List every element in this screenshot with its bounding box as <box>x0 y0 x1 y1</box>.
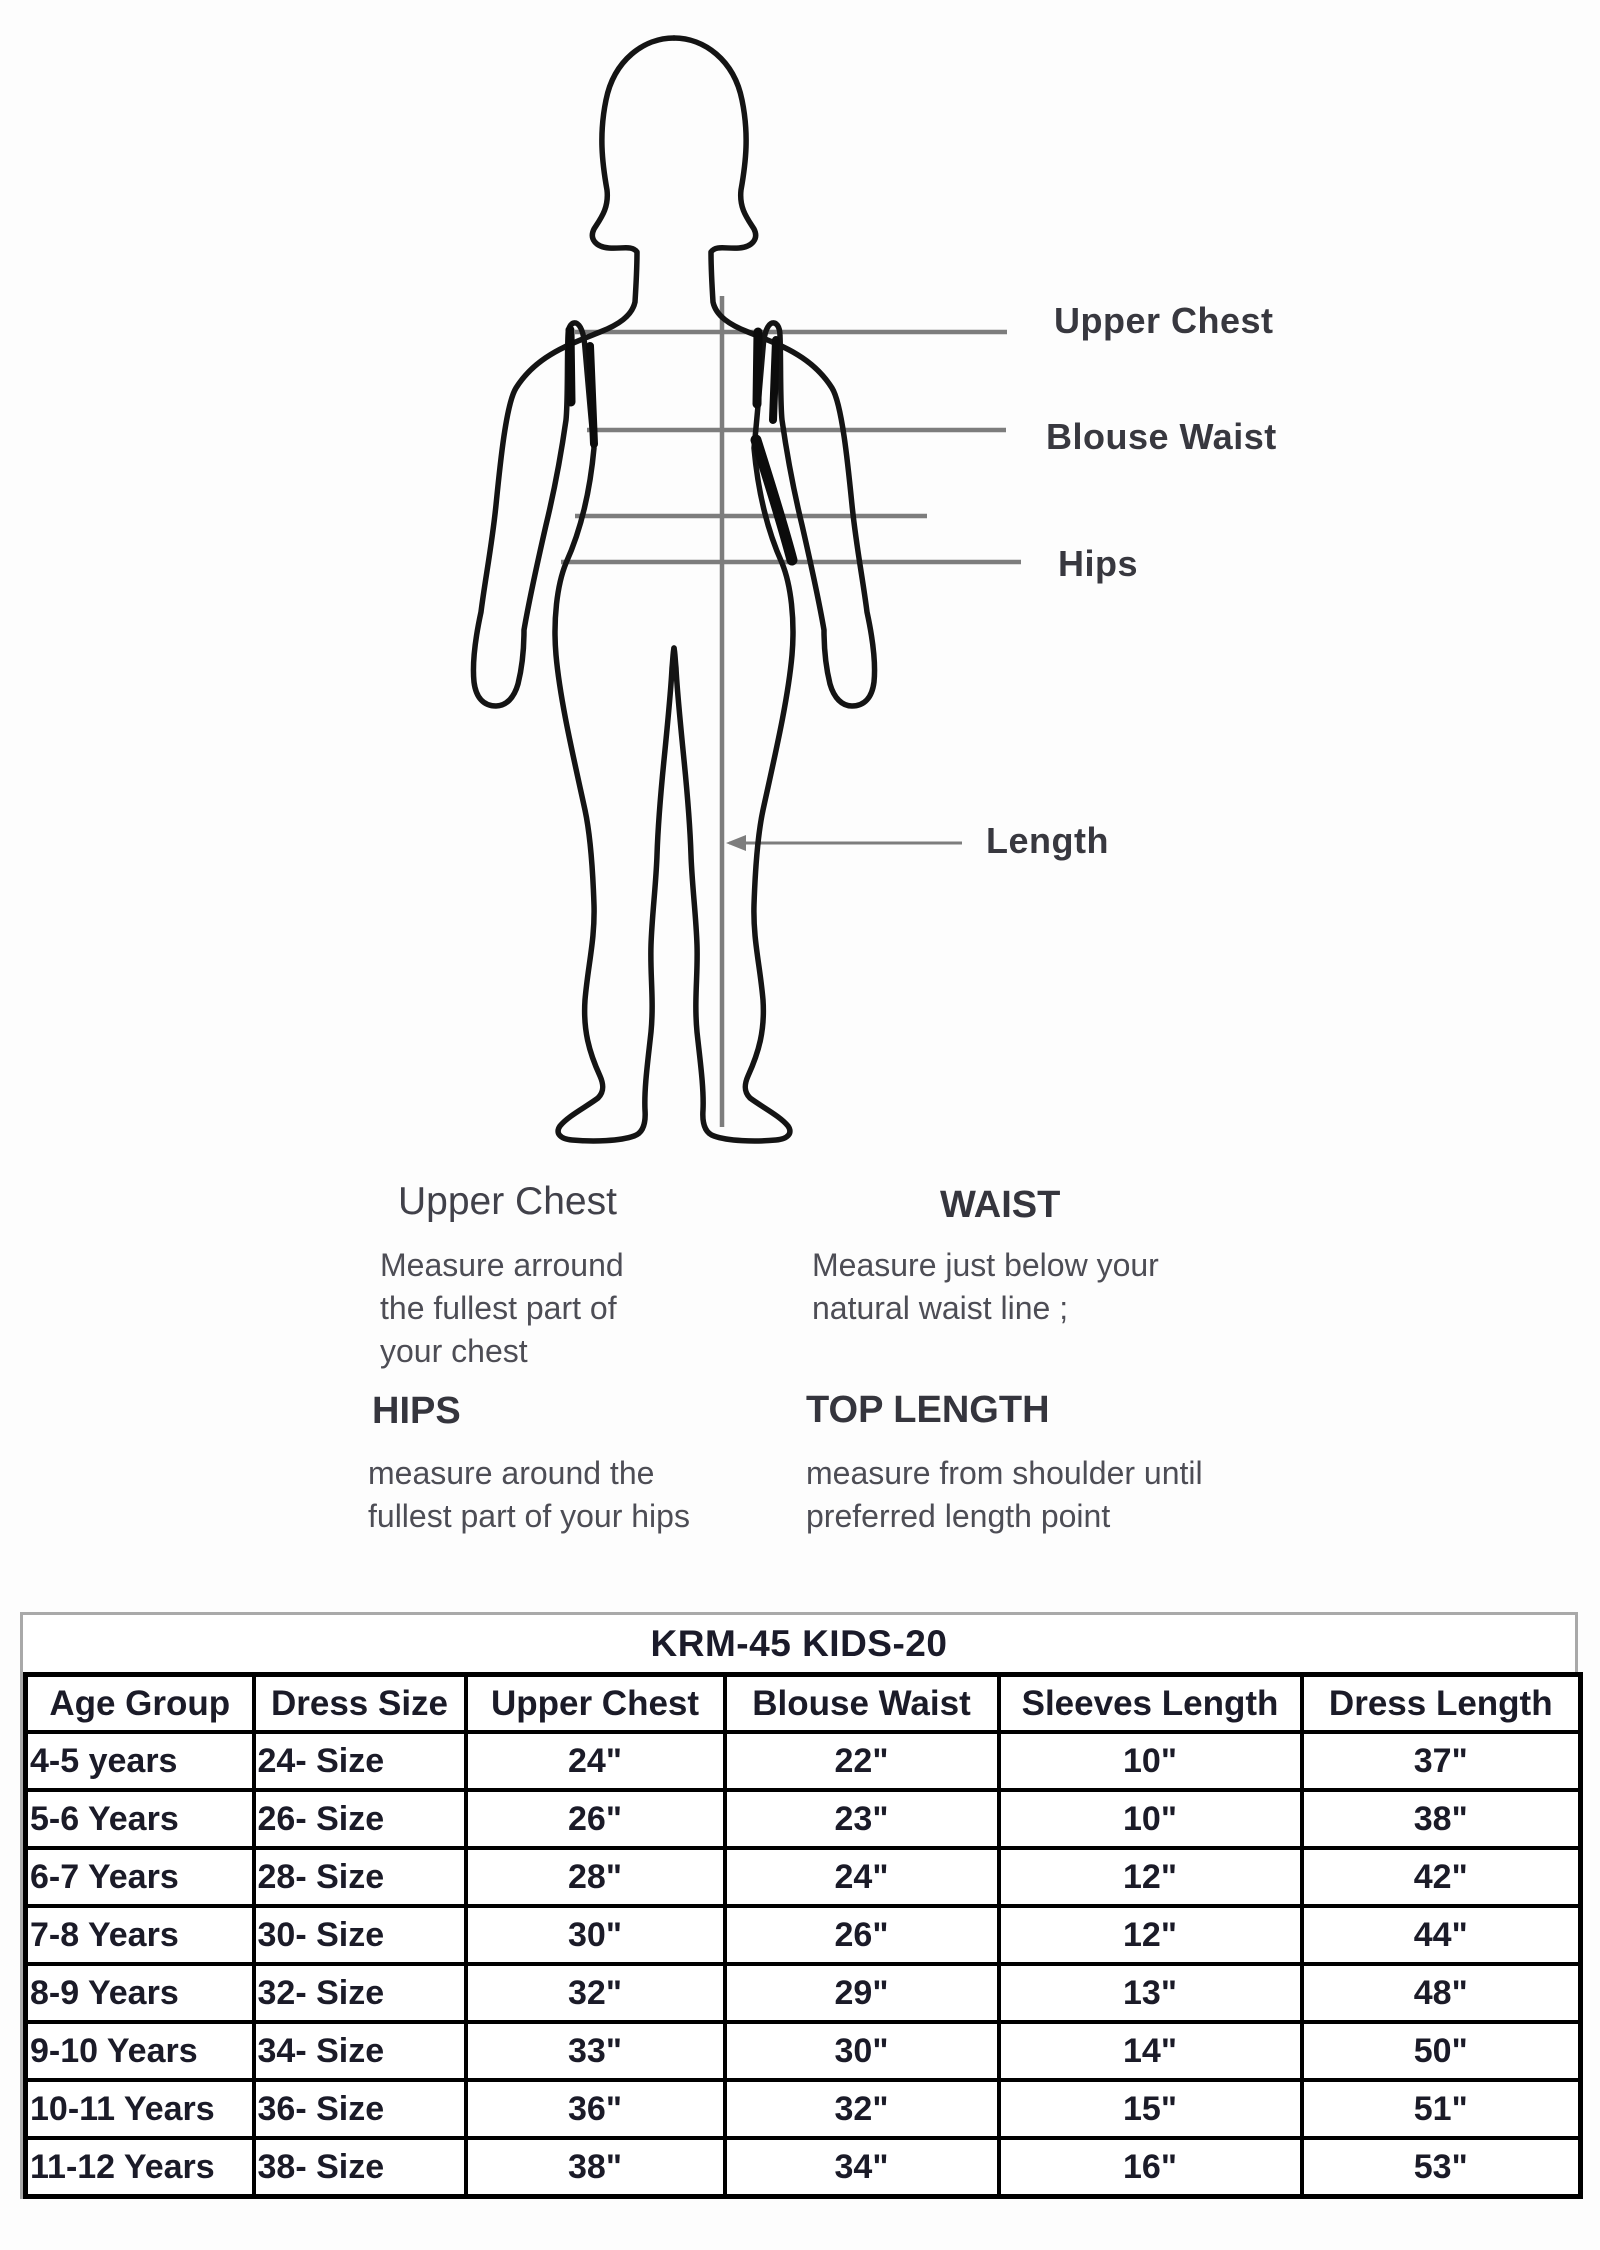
chest-stroke-left-b <box>590 346 594 444</box>
table-cell: 28- Size <box>254 1848 466 1906</box>
size-table-title: KRM-45 KIDS-20 <box>650 1623 948 1664</box>
table-cell: 12" <box>999 1848 1302 1906</box>
table-cell: 53" <box>1302 2138 1581 2197</box>
table-cell: 50" <box>1302 2022 1581 2080</box>
table-cell: 9-10 Years <box>26 2022 254 2080</box>
chest-stroke-right-b <box>773 340 776 420</box>
table-cell: 24" <box>725 1848 999 1906</box>
table-cell: 36- Size <box>254 2080 466 2138</box>
column-header-upper-chest: Upper Chest <box>466 1675 725 1733</box>
table-cell: 15" <box>999 2080 1302 2138</box>
guide-paragraph-hips <box>368 1452 690 1538</box>
guide-line: fullest part of your hips <box>368 1498 690 1534</box>
table-cell: 5-6 Years <box>26 1790 254 1848</box>
table-row <box>26 1906 1581 1964</box>
table-cell: 14" <box>999 2022 1302 2080</box>
guide-line: preferred length point <box>806 1498 1111 1534</box>
table-cell: 16" <box>999 2138 1302 2197</box>
table-cell: 32- Size <box>254 1964 466 2022</box>
column-header-dress-size: Dress Size <box>254 1675 466 1733</box>
guide-heading-upper-chest: Upper Chest <box>398 1180 617 1223</box>
guide-line: Measure arround <box>380 1247 624 1283</box>
body-outline-right <box>674 38 875 1141</box>
table-cell: 30" <box>725 2022 999 2080</box>
table-header-row <box>26 1675 1581 1733</box>
column-header-dress-length: Dress Length <box>1302 1675 1581 1733</box>
table-cell: 26" <box>466 1790 725 1848</box>
table-cell: 36" <box>466 2080 725 2138</box>
hips-label: Hips <box>1058 543 1139 584</box>
chest-stroke-right-a <box>757 332 758 404</box>
table-cell: 23" <box>725 1790 999 1848</box>
table-cell: 30" <box>466 1906 725 1964</box>
guide-paragraph-top-length <box>806 1452 1203 1538</box>
upper-chest-label: Upper Chest <box>1054 300 1274 341</box>
table-cell: 42" <box>1302 1848 1581 1906</box>
table-cell: 44" <box>1302 1906 1581 1964</box>
table-cell: 10-11 Years <box>26 2080 254 2138</box>
table-cell: 10" <box>999 1790 1302 1848</box>
table-cell: 32" <box>466 1964 725 2022</box>
table-row <box>26 2080 1581 2138</box>
guide-heading-waist: WAIST <box>940 1184 1061 1226</box>
table-cell: 34" <box>725 2138 999 2197</box>
table-cell: 30- Size <box>254 1906 466 1964</box>
chest-stroke-left-a <box>570 330 571 402</box>
table-row <box>26 2022 1581 2080</box>
table-cell: 48" <box>1302 1964 1581 2022</box>
table-cell: 7-8 Years <box>26 1906 254 1964</box>
table-cell: 26- Size <box>254 1790 466 1848</box>
blouse-waist-label: Blouse Waist <box>1046 416 1277 457</box>
size-table-body <box>26 1732 1581 2197</box>
table-row <box>26 1848 1581 1906</box>
table-cell: 37" <box>1302 1732 1581 1790</box>
guide-heading-top-length: TOP LENGTH <box>806 1389 1050 1431</box>
measurement-lines <box>561 296 1021 1127</box>
guide-line: the fullest part of <box>380 1290 617 1326</box>
table-cell: 28" <box>466 1848 725 1906</box>
size-table-container <box>20 1612 1578 2199</box>
chest-accent-strokes <box>570 330 792 560</box>
table-cell: 38" <box>466 2138 725 2197</box>
table-cell: 38- Size <box>254 2138 466 2197</box>
table-cell: 29" <box>725 1964 999 2022</box>
table-cell: 24" <box>466 1732 725 1790</box>
table-cell: 24- Size <box>254 1732 466 1790</box>
table-row <box>26 2138 1581 2197</box>
table-cell: 4-5 years <box>26 1732 254 1790</box>
table-cell: 51" <box>1302 2080 1581 2138</box>
guide-heading-hips: HIPS <box>372 1390 461 1432</box>
length-arrow-icon <box>726 835 746 851</box>
guide-line: measure around the <box>368 1455 655 1491</box>
column-header-sleeves-length: Sleeves Length <box>999 1675 1302 1733</box>
table-cell: 26" <box>725 1906 999 1964</box>
body-outline <box>473 38 874 1141</box>
column-header-age-group: Age Group <box>26 1675 254 1733</box>
table-cell: 11-12 Years <box>26 2138 254 2197</box>
guide-paragraph-waist <box>812 1244 1159 1330</box>
table-cell: 13" <box>999 1964 1302 2022</box>
guide-paragraph-upper-chest <box>380 1244 624 1373</box>
table-cell: 22" <box>725 1732 999 1790</box>
guide-line: natural waist line ; <box>812 1290 1069 1326</box>
column-header-blouse-waist: Blouse Waist <box>725 1675 999 1733</box>
guide-line: your chest <box>380 1333 528 1369</box>
table-row <box>26 1732 1581 1790</box>
table-cell: 33" <box>466 2022 725 2080</box>
guide-line: measure from shoulder until <box>806 1455 1203 1491</box>
table-cell: 34- Size <box>254 2022 466 2080</box>
length-label: Length <box>986 820 1109 861</box>
table-cell: 8-9 Years <box>26 1964 254 2022</box>
table-cell: 38" <box>1302 1790 1581 1848</box>
table-cell: 12" <box>999 1906 1302 1964</box>
body-outline-left <box>473 38 674 1141</box>
size-table <box>23 1672 1583 2199</box>
table-row <box>26 1790 1581 1848</box>
table-cell: 10" <box>999 1732 1302 1790</box>
table-cell: 32" <box>725 2080 999 2138</box>
table-row <box>26 1964 1581 2022</box>
guide-line: Measure just below your <box>812 1247 1159 1283</box>
table-cell: 6-7 Years <box>26 1848 254 1906</box>
